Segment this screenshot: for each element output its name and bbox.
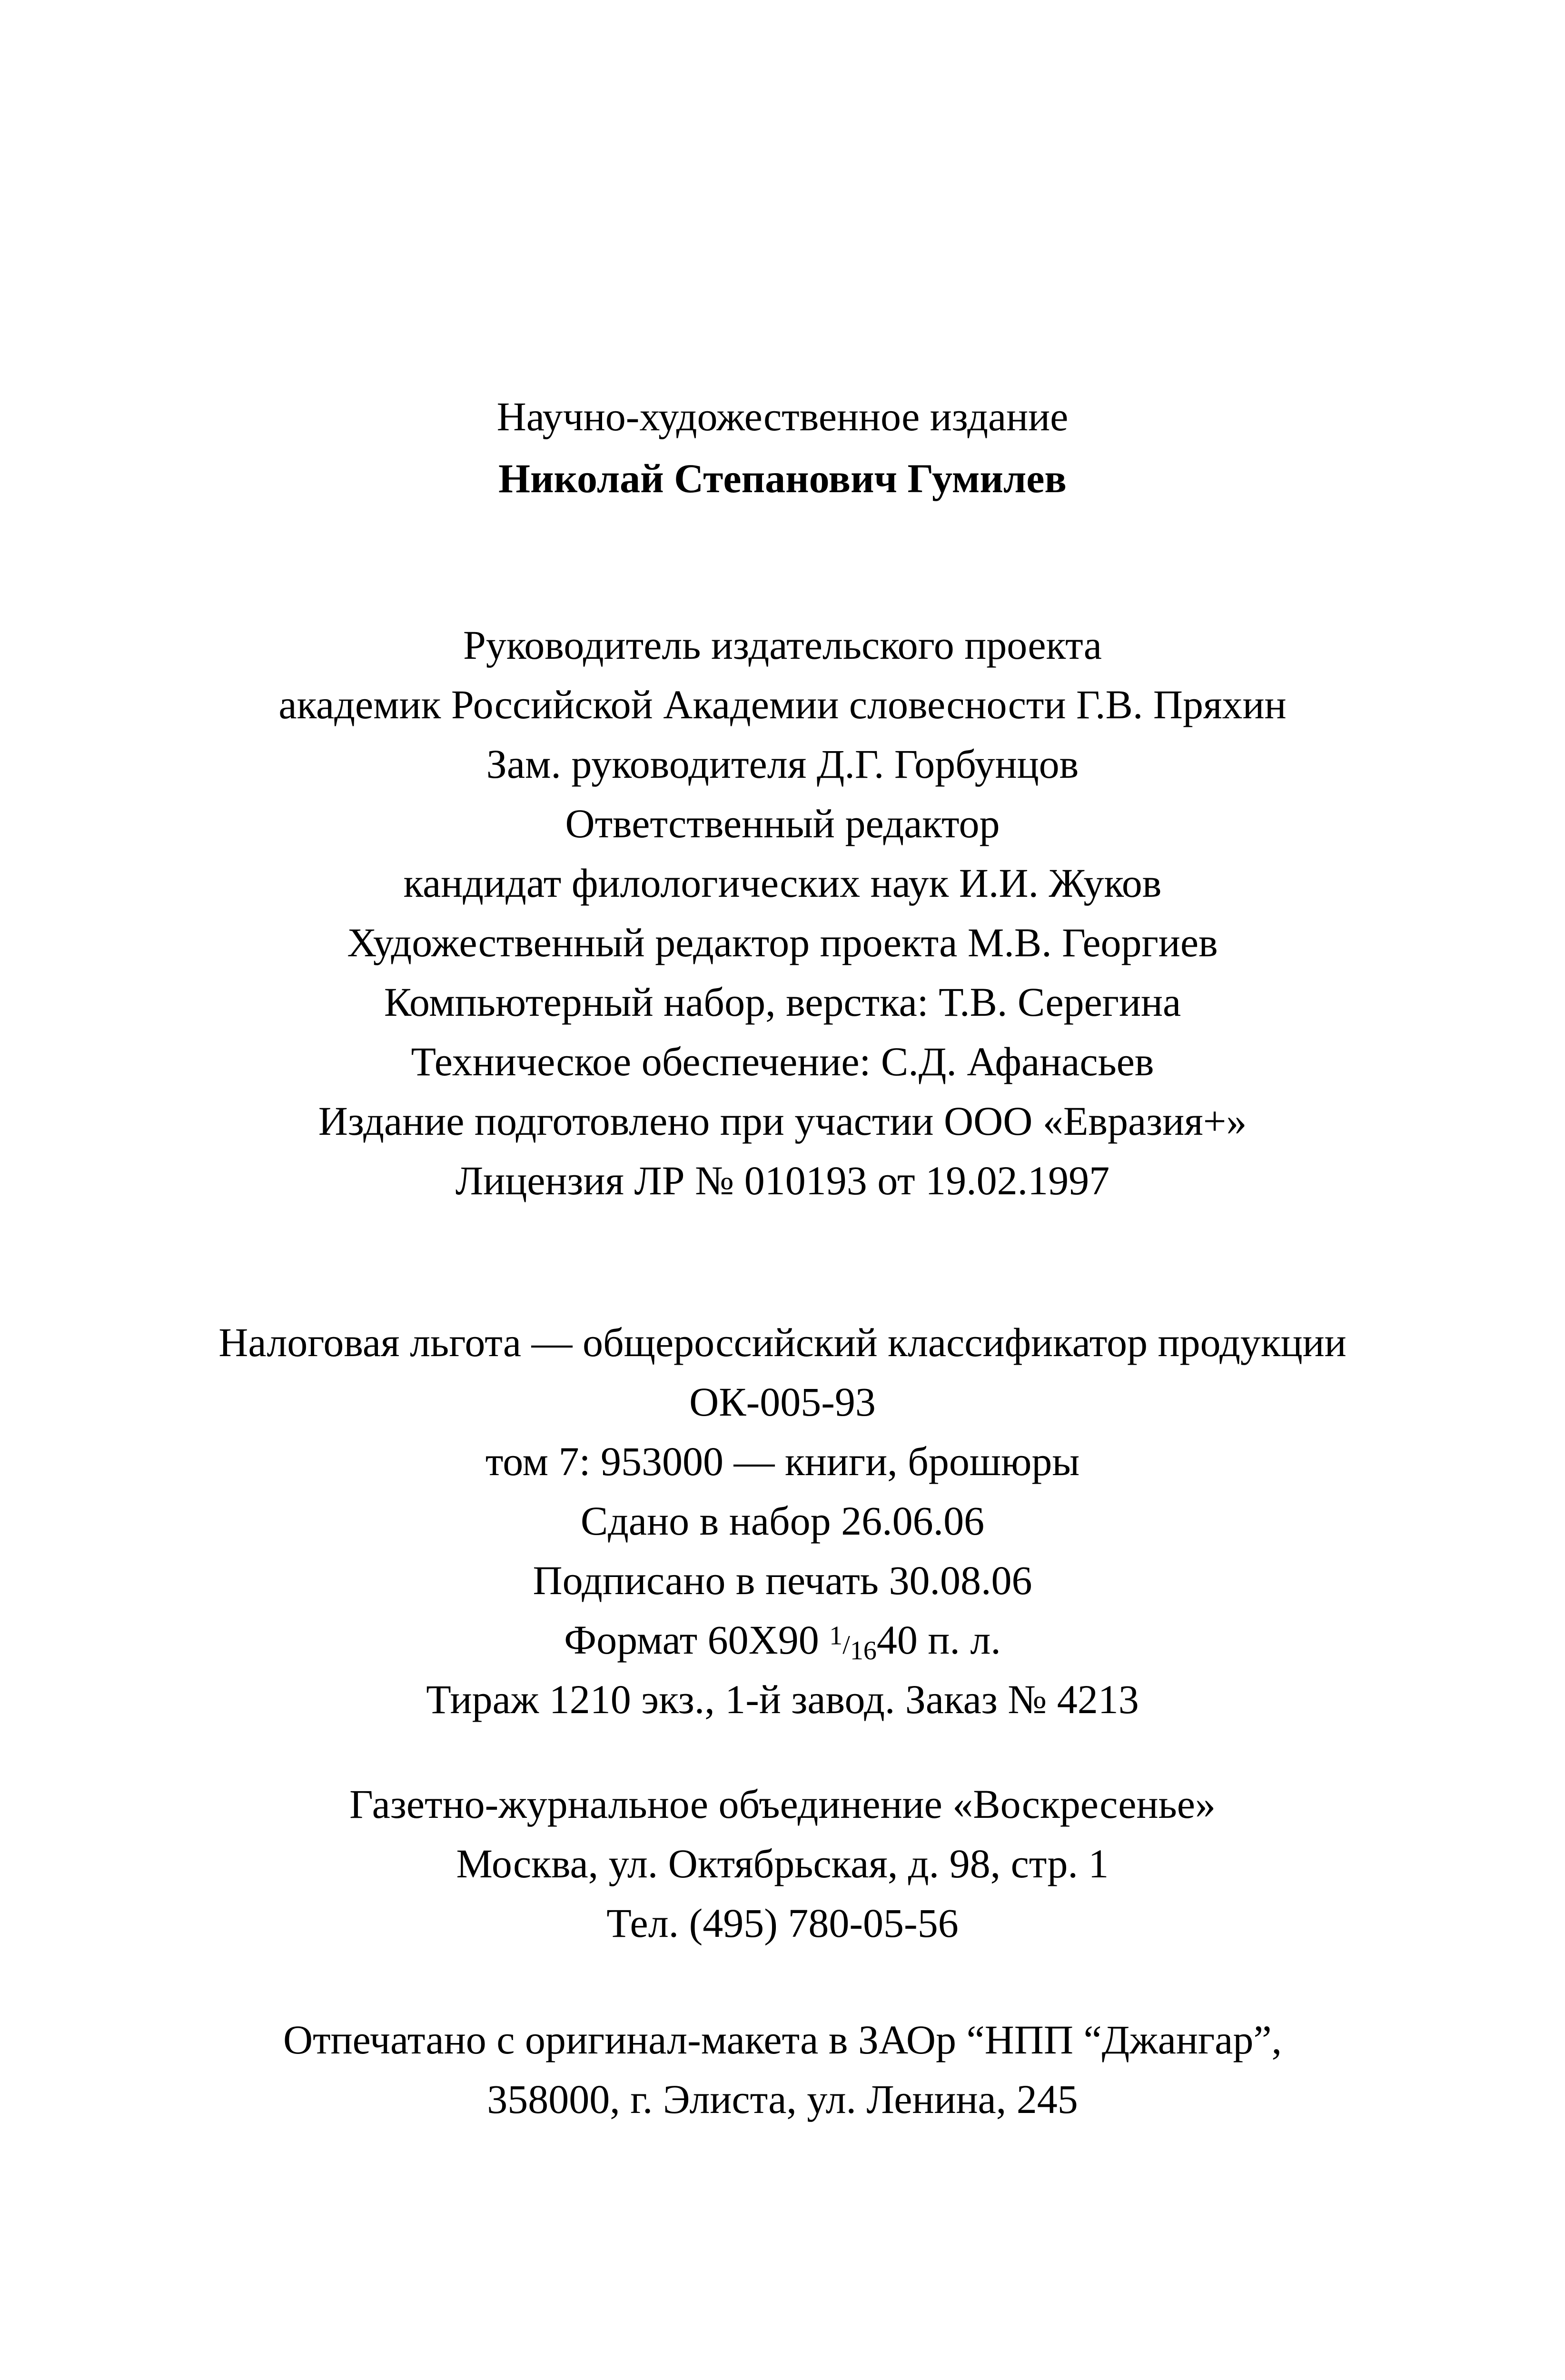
printer-address: 358000, г. Элиста, ул. Ленина, 245 <box>487 2076 1078 2122</box>
publisher-name: Газетно-журнальное объединение «Воскресенье» <box>349 1781 1216 1827</box>
publisher-phone: Тел. (495) 780-05-56 <box>606 1900 959 1946</box>
credit-line: Техническое обеспечение: С.Д. Афанасьев <box>411 1039 1154 1084</box>
format-numerator: 1 <box>829 1621 843 1651</box>
format-suffix: 40 п. л. <box>876 1617 1001 1663</box>
format-denominator: 16 <box>850 1636 877 1666</box>
tax-line: Налоговая льгота — общероссийский классификатор продукции <box>218 1319 1347 1365</box>
format-prefix: Формат 60Х90 <box>564 1617 819 1663</box>
credit-line: Компьютерный набор, верстка: Т.В. Серегина <box>384 979 1181 1025</box>
author-name: Николай Степанович Гумилев <box>498 456 1067 501</box>
credit-line: Ответственный редактор <box>565 801 1000 846</box>
typeset-date: Сдано в набор 26.06.06 <box>580 1498 985 1544</box>
format-line <box>0 1614 1565 1671</box>
volume-line: том 7: 953000 — книги, брошюры <box>485 1438 1080 1484</box>
print-run: Тираж 1210 экз., 1-й завод. Заказ № 4213 <box>426 1676 1139 1722</box>
credit-line: кандидат филологических наук И.И. Жуков <box>403 860 1162 906</box>
publisher-address: Москва, ул. Октябрьская, д. 98, стр. 1 <box>456 1841 1109 1886</box>
credit-line: академик Российской Академии словесности Г.В. Пряхин <box>278 682 1287 727</box>
signed-date: Подписано в печать 30.08.06 <box>533 1557 1032 1603</box>
credit-line: Руководитель издательского проекта <box>463 622 1102 668</box>
edition-type: Научно-художественное издание <box>496 394 1069 439</box>
format-fraction: $^1/_{16}$ <box>829 1621 877 1666</box>
credit-line: Художественный редактор проекта М.В. Георгиев <box>347 920 1218 965</box>
credit-line: Издание подготовлено при участии ООО «Евразия+» <box>318 1098 1247 1144</box>
ok-code: ОК-005-93 <box>689 1379 876 1425</box>
printer-line: Отпечатано с оригинал-макета в ЗАОр “НПП “Джангар”, <box>283 2017 1282 2063</box>
license-line: Лицензия ЛР № 010193 от 19.02.1997 <box>455 1158 1110 1203</box>
credit-line: Зам. руководителя Д.Г. Горбунцов <box>486 741 1079 787</box>
